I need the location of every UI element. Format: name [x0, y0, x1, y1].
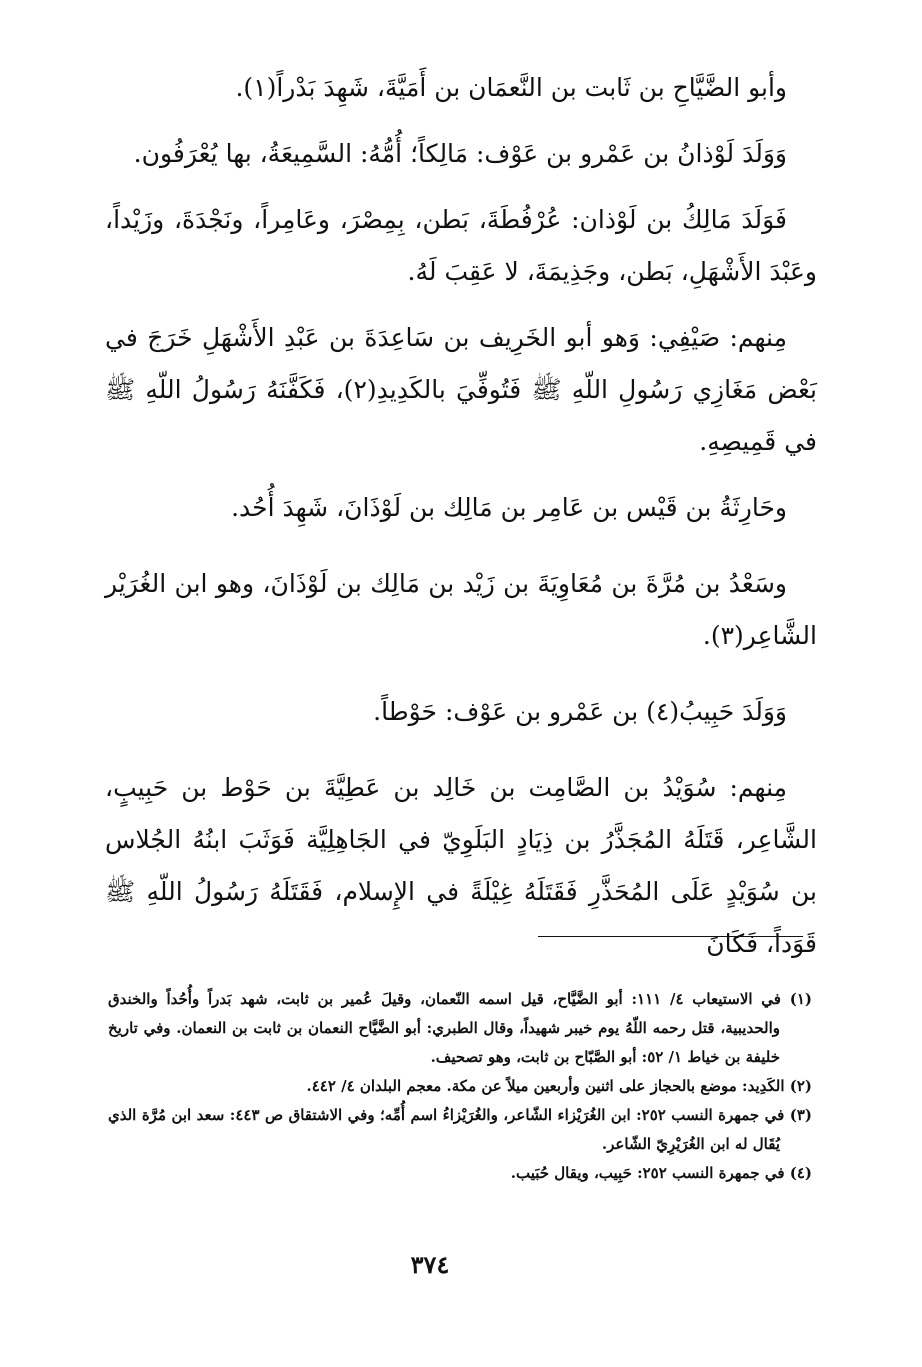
paragraph-suwayd: مِنهم: سُوَيْدُ بن الصَّامِت بن خَالِد بن عَطِيَّةَ بن حَوْط بن حَبِيبٍ، الشَّاعِر، قَتَلَهُ المُجَذَّرُ بن ذِيَادٍ البَلَوِيّ في الجَاهِلِيَّة فَوَثَبَ ابنُهُ الجُلاس بن سُوَيْدٍ عَلَى المُحَذَّرِ فَقَتَلَهُ غِيْلَةً في الإِسلام، فَقَتَلَهُ رَسُولُ اللّهِ ﷺ قَوَداً، فَكَانَ — [105, 773, 817, 958]
footnote-2: (٢) الكَدِيد: موضع بالحجاز على اثنين وأربعين ميلاً عن مكة. معجم البلدان ٤/ ٤٤٢. — [306, 1077, 812, 1095]
main-text — [105, 62, 817, 984]
paragraph-saad: وسَعْدُ بن مُرَّةَ بن مُعَاوِيَةَ بن زَيْد بن مَالِك بن لَوْذَانَ، وهو ابن الغُرَيْر الشَّاعِر(٣). — [105, 569, 817, 650]
paragraph-habib: وَوَلَدَ حَبِيبُ(٤) بن عَمْرو بن عَوْف: حَوْطاً. — [373, 697, 787, 726]
footnote-separator — [538, 936, 803, 937]
footnote-1: (١) في الاستيعاب ٤/ ١١١: أبو الضَّيَّاح، قيل اسمه النّعمان، وقيلَ عُمير بن ثابت، شهد بَدراً وأُحُداً والخندق والحديبية، قتل رحمه اللّهُ يوم خيبر شهيداً، وقال الطبري: أبو الضَّيَّاح النعمان بن ثابت بن النعمان. وفي تاريخ خليفة بن خياط ١/ ٥٢: أبو الصَّبّاح بن ثابت، وهو تصحيف. — [108, 990, 813, 1066]
paragraph-haritha: وحَارِثَةُ بن قَيْس بن عَامِر بن مَالِك بن لَوْذَانَ، شَهِدَ أُحُد. — [231, 493, 787, 522]
footnote-3: (٣) في جمهرة النسب ٢٥٢: ابن الغُرَيْزاء الشّاعر، والغُرَيْزاءُ اسم أُمِّه؛ وفي الاشتقاق ص ٤٤٣: سعد ابن مُرَّة الذي يُقَال له ابن الغُرَيْرِيّ الشّاعر. — [108, 1106, 812, 1153]
footnotes — [108, 985, 812, 1188]
paragraph-malik-sons: فَوَلَدَ مَالِكُ بن لَوْذان: عُرْفُطَةَ، بَطن، بِمِصْرَ، وعَامِراً، ونَجْدَةَ، وزَيْداً، وعَبْدَ الأَشْهَلِ، بَطن، وجَذِيمَةَ، لا عَقِبَ لَهُ. — [105, 205, 817, 286]
page-number: ٣٧٤ — [410, 1250, 450, 1279]
paragraph-sayfi: مِنهم: صَيْفِي: وَهو أبو الخَرِيف بن سَاعِدَةَ بن عَبْدِ الأَشْهَلِ خَرَجَ في بَعْض مَغَازِي رَسُولِ اللّهِ ﷺ فَتُوفِّيَ بالكَدِيدِ(٢)، فَكَفَّنَهُ رَسُولُ اللّهِ ﷺ في قَمِيصِهِ. — [105, 323, 817, 456]
footnote-4: (٤) في جمهرة النسب ٢٥٢: حَبِيب، ويقال حُبَيب. — [510, 1164, 812, 1182]
paragraph-lawdhan-sons: وَوَلَدَ لَوْذانُ بن عَمْرو بن عَوْف: مَالِكاً؛ أُمُّهُ: السَّمِيعَةُ، بها يُعْرَفُون. — [133, 139, 787, 168]
paragraph-abu-dayyah: وأبو الضَّيَّاحِ بن ثَابت بن النَّعمَان بن أَمَيَّةَ، شَهِدَ بَدْراً(١). — [235, 73, 787, 102]
